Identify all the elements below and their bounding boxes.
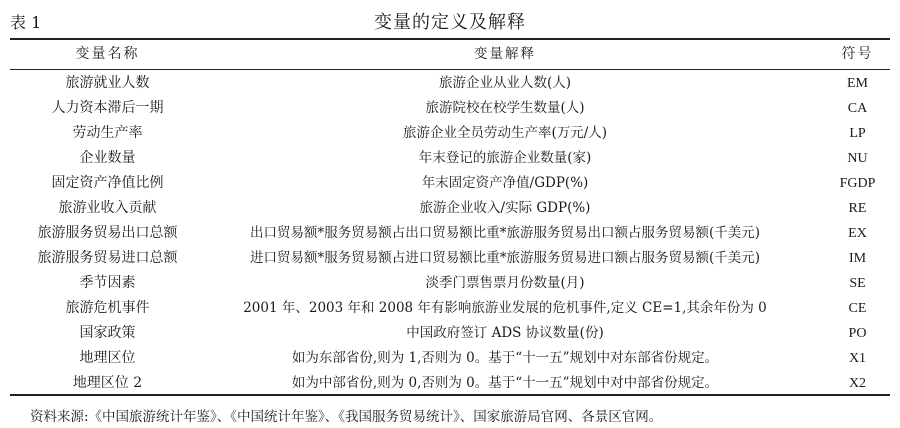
variable-name: 旅游服务贸易出口总额 [37, 225, 178, 241]
table-header [10, 42, 890, 67]
variable-explanation: 如为东部省份,则为 1,否则为 0。基于“十一五”规划中对东部省份规定。 [291, 350, 719, 366]
variable-symbol: EM [847, 76, 868, 91]
table-number: 表 1 [10, 13, 42, 32]
table-row [10, 271, 890, 296]
table-row [10, 121, 890, 146]
variable-explanation: 年末固定资产净值/GDP(%) [421, 175, 589, 191]
variable-name: 地理区位 [79, 350, 136, 366]
table-row [10, 146, 890, 171]
variable-explanation: 淡季门票售票月份数量(月) [425, 275, 585, 291]
table-row [10, 346, 890, 371]
variable-symbol: CE [848, 301, 867, 316]
table-row [10, 296, 890, 321]
variable-name: 旅游业收入贡献 [58, 200, 157, 216]
variable-symbol: X1 [848, 351, 867, 366]
variable-symbol: SE [849, 276, 866, 291]
variable-explanation: 旅游企业收入/实际 GDP(%) [419, 200, 591, 216]
variable-explanation: 中国政府签订 ADS 协议数量(份) [406, 325, 604, 341]
variable-explanation: 如为中部省份,则为 0,否则为 0。基于“十一五”规划中对中部省份规定。 [291, 375, 719, 391]
variable-explanation: 旅游企业从业人数(人) [438, 75, 572, 91]
variable-explanation: 年末登记的旅游企业数量(家) [418, 150, 592, 166]
variable-explanation: 旅游企业全员劳动生产率(万元/人) [402, 125, 608, 141]
table-caption [0, 8, 900, 32]
variable-explanation: 旅游院校在校学生数量(人) [425, 100, 585, 116]
table-title: 变量的定义及解释 [374, 12, 526, 33]
variable-symbol: X2 [848, 376, 867, 391]
header-variable-explanation: 变量解释 [474, 46, 536, 62]
source-note: 资料来源:《中国旅游统计年鉴》、《中国统计年鉴》、《我国服务贸易统计》、国家旅游局官网、各景区官网。 [30, 409, 663, 425]
variable-explanation: 2001 年、2003 年和 2008 年有影响旅游业发展的危机事件,定义 CE=1,其余年份为 0 [243, 300, 767, 316]
table-row [10, 96, 890, 121]
variable-name: 国家政策 [79, 325, 136, 341]
variable-symbol: PO [848, 326, 867, 341]
variable-symbol: LP [849, 126, 866, 141]
variable-name: 旅游危机事件 [65, 300, 150, 316]
variable-symbol: FGDP [839, 176, 876, 191]
variable-name: 旅游服务贸易进口总额 [37, 250, 178, 266]
variable-name: 人力资本滞后一期 [51, 100, 164, 116]
table-row [10, 171, 890, 196]
bottom-rule [10, 394, 890, 396]
variable-name: 劳动生产率 [72, 125, 143, 141]
table-row [10, 196, 890, 221]
variable-name: 地理区位 2 [72, 375, 143, 391]
variable-symbol: CA [847, 101, 868, 116]
variable-symbol: NU [847, 151, 868, 166]
table-row [10, 221, 890, 246]
variable-symbol: IM [848, 251, 867, 266]
header-variable-name: 变量名称 [75, 46, 140, 62]
table-row [10, 246, 890, 271]
top-rule [10, 38, 890, 40]
variable-name: 固定资产净值比例 [51, 175, 164, 191]
table-row [10, 321, 890, 346]
variable-name: 企业数量 [79, 150, 136, 166]
variable-name: 旅游就业人数 [65, 75, 150, 91]
header-rule [10, 69, 890, 70]
variable-explanation: 出口贸易额*服务贸易额占出口贸易额比重*旅游服务贸易出口额占服务贸易额(千美元) [249, 225, 761, 241]
variable-explanation: 进口贸易额*服务贸易额占进口贸易额比重*旅游服务贸易进口额占服务贸易额(千美元) [249, 250, 761, 266]
header-symbol: 符号 [841, 47, 874, 62]
table-row [10, 71, 890, 96]
variable-symbol: RE [848, 201, 867, 216]
table-row [10, 371, 890, 396]
variable-name: 季节因素 [79, 275, 136, 291]
variable-symbol: EX [848, 226, 867, 241]
